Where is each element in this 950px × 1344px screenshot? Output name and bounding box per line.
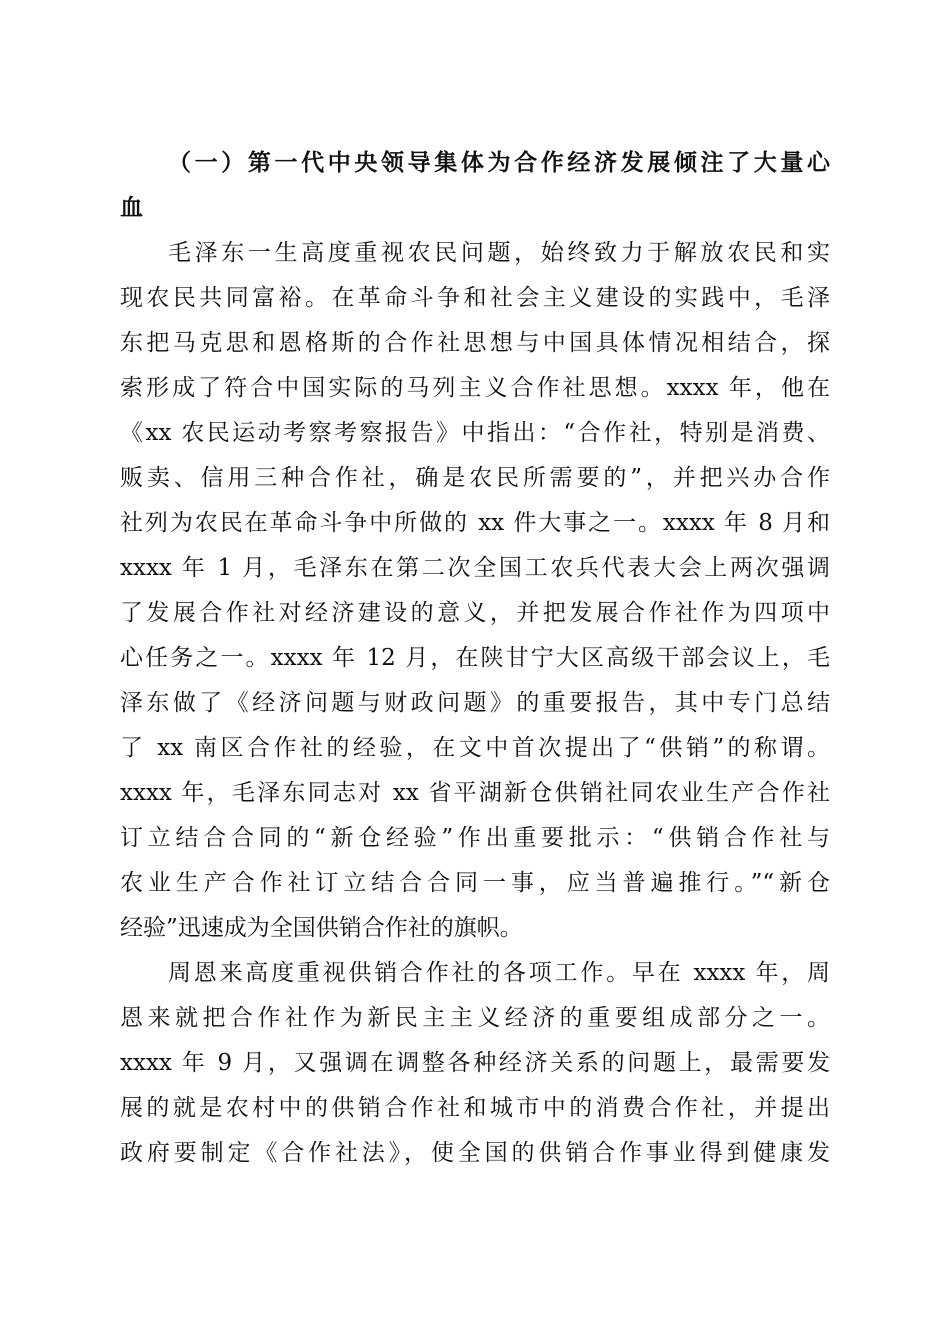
paragraph-1-line-10: 心任务之一。xxxx 年 12 月，在陕甘宁大区高级干部会议上，毛 <box>120 645 830 671</box>
paragraph-1-line-2: 现农民共同富裕。在革命斗争和社会主义建设的实践中，毛泽 <box>120 285 830 311</box>
paragraph-1-line-14: 订立结合合同的“新仓经验”作出重要批示：“供销合作社与 <box>120 825 830 851</box>
paragraph-1-line-1: 毛泽东一生高度重视农民问题，始终致力于解放农民和实 <box>168 240 830 266</box>
paragraph-2-line-5: 政府要制定《合作社法》，使全国的供销合作事业得到健康发 <box>120 1140 830 1166</box>
paragraph-1-line-11: 泽东做了《经济问题与财政问题》的重要报告，其中专门总结 <box>120 690 830 716</box>
paragraph-1-line-12: 了 xx 南区合作社的经验，在文中首次提出了“供销”的称谓。 <box>120 735 830 761</box>
paragraph-1-line-9: 了发展合作社对经济建设的意义，并把发展合作社作为四项中 <box>120 600 830 626</box>
paragraph-1-line-13: xxxx 年，毛泽东同志对 xx 省平湖新仓供销社同农业生产合作社 <box>120 780 830 806</box>
paragraph-2-line-2: 恩来就把合作社作为新民主主义经济的重要组成部分之一。 <box>120 1005 830 1031</box>
paragraph-1-line-4: 索形成了符合中国实际的马列主义合作社思想。xxxx 年，他在 <box>120 375 830 401</box>
paragraph-1-line-3: 东把马克思和恩格斯的合作社思想与中国具体情况相结合，探 <box>120 330 830 356</box>
paragraph-1-line-7: 社列为农民在革命斗争中所做的 xx 件大事之一。xxxx 年 8 月和 <box>120 510 830 536</box>
section-heading-line-2: 血 <box>120 194 143 221</box>
paragraph-1-line-15: 农业生产合作社订立结合合同一事，应当普遍推行。”“新仓 <box>120 870 830 896</box>
paragraph-1-line-16: 经验”迅速成为全国供销合作社的旗帜。 <box>120 915 523 941</box>
paragraph-2-line-1: 周恩来高度重视供销合作社的各项工作。早在 xxxx 年，周 <box>168 960 830 986</box>
paragraph-1-line-6: 贩卖、信用三种合作社，确是农民所需要的”，并把兴办合作 <box>120 465 830 491</box>
paragraph-1-line-5: 《xx 农民运动考察考察报告》中指出：“合作社，特别是消费、 <box>120 420 830 446</box>
paragraph-2-line-3: xxxx 年 9 月，又强调在调整各种经济关系的问题上，最需要发 <box>120 1050 830 1076</box>
section-heading-line-1: （一）第一代中央领导集体为合作经济发展倾注了大量心 <box>168 149 830 176</box>
paragraph-1-line-8: xxxx 年 1 月，毛泽东在第二次全国工农兵代表大会上两次强调 <box>120 555 830 581</box>
paragraph-2-line-4: 展的就是农村中的供销合作社和城市中的消费合作社，并提出 <box>120 1095 830 1121</box>
